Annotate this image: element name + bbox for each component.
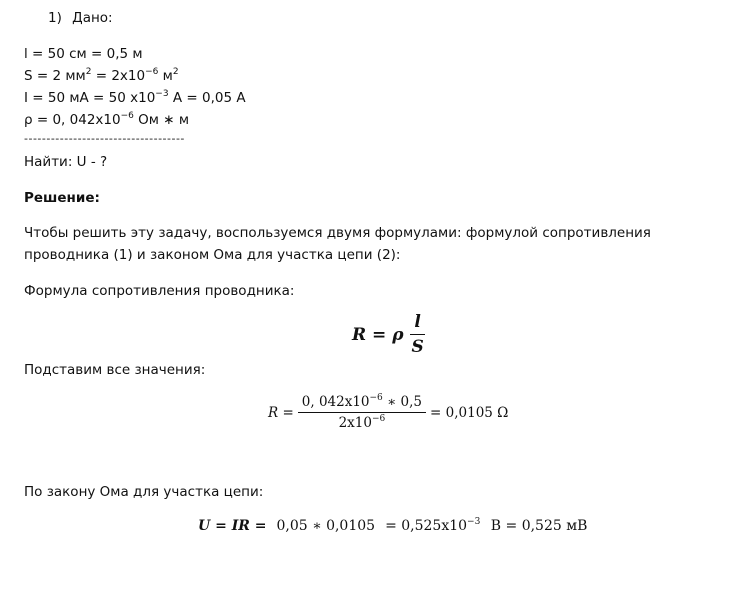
- given-rho-exp: −6: [120, 111, 134, 121]
- given-current-suffix: А = 0,05 А: [168, 90, 246, 106]
- formula1-numerator: l: [410, 312, 424, 335]
- given-area-mid: = 2x10: [91, 68, 146, 84]
- formula1-caption: Формула сопротивления проводника:: [24, 283, 295, 299]
- task-number: 1): [48, 10, 62, 26]
- formula2-num-suffix: ∗ 0,5: [382, 394, 423, 410]
- formula2-num-prefix: 0, 042x10: [301, 394, 370, 410]
- given-area: [24, 68, 179, 84]
- given-area-sq: 2: [85, 67, 92, 77]
- formula2-rhs: = 0,0105 Ω: [430, 404, 509, 421]
- formula2-den-exp: −6: [371, 414, 386, 424]
- formula2-lhs: R =: [268, 404, 294, 421]
- given-area-prefix: S = 2 мм: [24, 68, 86, 84]
- given-area-unit: м: [158, 68, 173, 84]
- formula2-fraction: [298, 394, 426, 431]
- formula3-part2-suffix: В = 0,525 мВ: [486, 518, 588, 534]
- formula2-num-exp: −6: [369, 393, 383, 403]
- solution-intro-line1: Чтобы решить эту задачу, воспользуемся двумя формулами: формулой сопротивления: [24, 225, 651, 241]
- given-current: [24, 90, 246, 106]
- formula2-den-prefix: 2x10: [338, 415, 372, 431]
- formula-ohm: [198, 518, 587, 534]
- given-area-exp: −6: [145, 67, 159, 77]
- formula1-denominator: S: [411, 337, 424, 357]
- formula2-numerator: [298, 394, 426, 413]
- given-current-prefix: I = 50 мА = 50 x10: [24, 90, 156, 106]
- given-current-exp: −3: [155, 89, 169, 99]
- given-length: l = 50 см = 0,5 м: [24, 46, 143, 62]
- given-rho-prefix: ρ = 0, 042x10: [24, 112, 121, 128]
- task-header: [48, 10, 113, 26]
- formula3-part2-exp: −3: [467, 517, 481, 527]
- formula3-part2-prefix: = 0,525x10: [385, 518, 468, 534]
- formula-substitution: [268, 394, 508, 431]
- given-rho: [24, 112, 189, 128]
- given-area-unit-sq: 2: [172, 67, 179, 77]
- given-rho-suffix: Ом ∗ м: [133, 112, 190, 128]
- formula3-part2: [385, 518, 587, 534]
- solution-heading: Решение:: [24, 190, 100, 206]
- formula1-fraction: [408, 312, 428, 357]
- solution-intro-line2: проводника (1) и законом Ома для участка цепи (2):: [24, 247, 401, 263]
- formula3-lhs: U = IR =: [198, 518, 267, 534]
- substitute-caption: Подставим все значения:: [24, 362, 206, 378]
- ohm-caption: По закону Ома для участка цепи:: [24, 484, 264, 500]
- find-line: Найти: U - ?: [24, 154, 108, 170]
- formula1-lhs: R = ρ: [352, 324, 404, 345]
- formula2-denominator: [335, 413, 390, 431]
- task-label: Дано:: [72, 10, 113, 26]
- given-divider: ------------------------------------: [24, 132, 185, 145]
- formula-resistance: [352, 312, 432, 357]
- formula3-part1: 0,05 ∗ 0,0105: [276, 518, 376, 534]
